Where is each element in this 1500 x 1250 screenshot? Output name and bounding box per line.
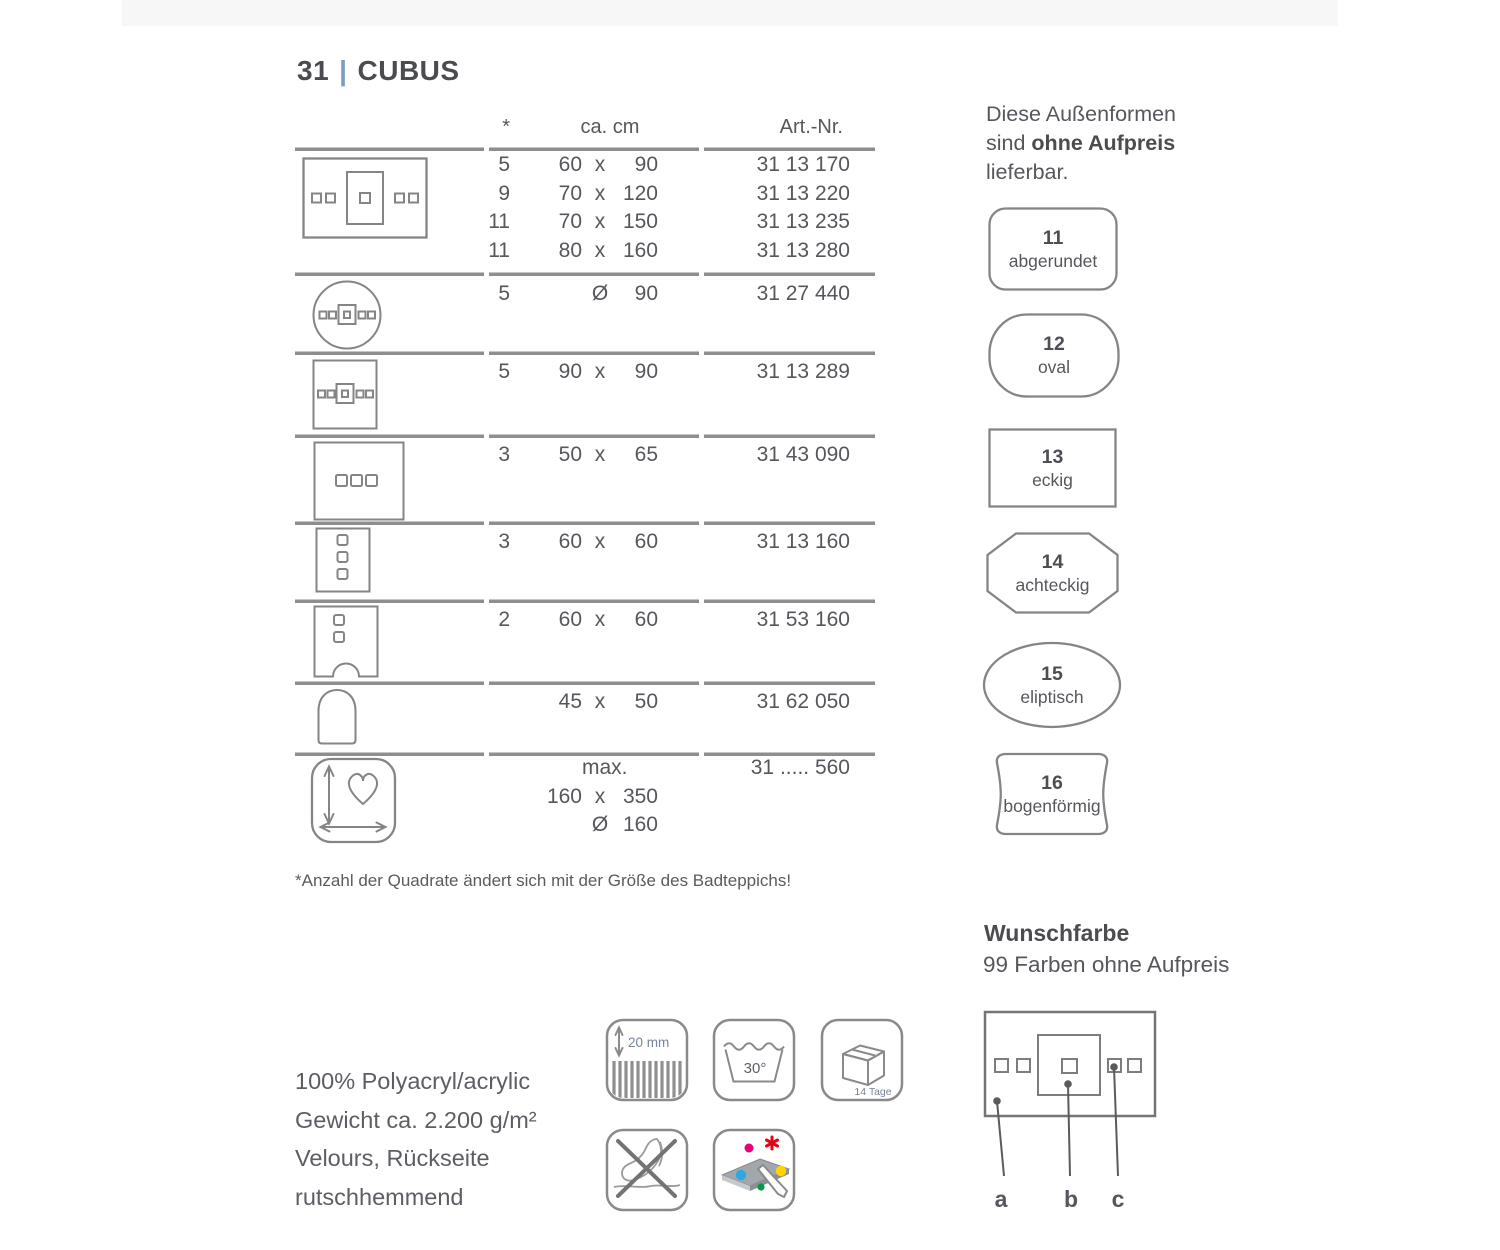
size-w (520, 812, 582, 841)
size-sep: x (594, 153, 606, 176)
shape-label: eliptisch (1020, 686, 1084, 707)
size-w (520, 281, 582, 310)
material-line: rutschhemmend (295, 1183, 464, 1210)
table-header (295, 116, 875, 139)
size-h: 120 (622, 181, 658, 205)
size-h: 160 (622, 238, 658, 262)
material-line: Velours, Rückseite (295, 1145, 490, 1171)
intro-line2: sind (986, 131, 1032, 155)
shape-number: 13 (1041, 445, 1064, 468)
count-value: 5 (498, 153, 510, 176)
size-w: 60 (558, 530, 582, 553)
count-value: 11 (488, 210, 510, 233)
delivery-time-icon (820, 1018, 904, 1107)
art-number (658, 812, 875, 841)
shape-number: 12 (1043, 333, 1065, 355)
size-sep: x (594, 530, 606, 553)
shape-option-achteckig (986, 532, 1119, 614)
shape-label: abgerundet (1008, 250, 1098, 271)
table-rule (295, 599, 875, 603)
shape-option-oval (988, 313, 1120, 398)
zone-label-a: a (994, 1186, 1008, 1212)
size-h: 150 (622, 210, 658, 233)
pile-height-label: 20 mm (628, 1035, 670, 1050)
count-value (295, 784, 510, 813)
table-group (295, 529, 875, 558)
shape-number: 14 (1041, 550, 1064, 573)
size-h: 90 (634, 153, 658, 176)
color-zones-diagram (975, 1004, 1195, 1224)
count-value: 3 (498, 443, 510, 466)
table-rule (295, 272, 875, 276)
art-number: 31 27 440 (756, 282, 850, 305)
wash-temp-label: 30° (743, 1060, 767, 1077)
col-header-count: * (502, 116, 510, 138)
table-group (295, 281, 875, 310)
material-line: Gewicht ca. 2.200 g/m² (295, 1106, 537, 1133)
size-w: 70 (558, 181, 582, 205)
count-value: 9 (498, 181, 510, 205)
table-group (295, 607, 875, 636)
size-sep: max. (582, 756, 628, 779)
size-h: 350 (622, 784, 658, 808)
size-w: 45 (558, 690, 582, 713)
art-number: 31 13 235 (756, 210, 850, 233)
table-row (295, 689, 875, 718)
count-value: 5 (498, 360, 510, 383)
count-value: 2 (498, 608, 510, 631)
size-sep: x (594, 360, 606, 383)
art-number: 31 ..... 560 (750, 756, 850, 779)
size-sep: Ø (591, 813, 609, 836)
size-w: 50 (558, 443, 582, 466)
table-group (295, 755, 875, 841)
size-h: 65 (634, 443, 658, 466)
shape-label: oval (1037, 357, 1071, 377)
table-row (295, 209, 875, 238)
size-w: 90 (558, 360, 582, 383)
table-group (295, 359, 875, 388)
product-name: CUBUS (357, 55, 460, 86)
shape-option-abgerundet (988, 207, 1118, 291)
shape-label: eckig (1032, 469, 1073, 490)
table-rule (295, 681, 875, 685)
delivery-time-label: 14 Tage (854, 1086, 892, 1098)
table-row (295, 152, 875, 181)
table-row (295, 238, 875, 267)
intro-line3: lieferbar. (986, 160, 1069, 184)
size-sep: x (594, 784, 606, 808)
intro-line1: Diese Außenformen (986, 102, 1177, 126)
art-number: 31 43 090 (756, 443, 850, 466)
color-choice-icon (712, 1128, 796, 1217)
count-value: 3 (498, 530, 510, 553)
table-row (295, 281, 875, 310)
table-row (295, 442, 875, 471)
table-group (295, 442, 875, 471)
table-row (295, 784, 875, 813)
col-header-size: ca. cm (580, 116, 640, 138)
size-sep: x (594, 690, 606, 713)
shape-number: 11 (1042, 226, 1064, 249)
wunschfarbe-subtitle: 99 Farben ohne Aufpreis (983, 952, 1230, 977)
size-h: 90 (634, 360, 658, 383)
size-h: 160 (622, 813, 658, 836)
col-header-art: Art.-Nr. (779, 116, 843, 138)
wash-30-icon (712, 1018, 796, 1107)
size-h: 60 (634, 608, 658, 631)
table-row (295, 812, 875, 841)
size-h: 50 (634, 690, 658, 713)
material-line: 100% Polyacryl/acrylic (295, 1068, 531, 1094)
material-description (295, 1062, 537, 1216)
art-number (658, 784, 875, 813)
size-w (520, 755, 582, 784)
count-value: 11 (488, 238, 510, 262)
size-w: 80 (558, 238, 582, 262)
pile-height-icon (605, 1018, 689, 1107)
size-h (618, 755, 658, 784)
size-h: 60 (634, 530, 658, 553)
table-row (295, 607, 875, 636)
shape-option-eckig (988, 428, 1117, 508)
shape-label: bogenförmig (1003, 795, 1101, 816)
art-number: 31 13 170 (756, 153, 850, 176)
shape-option-eliptisch (982, 641, 1122, 729)
size-sep: x (594, 210, 606, 233)
size-sep: x (594, 181, 606, 205)
table-row (295, 529, 875, 558)
table-rule (295, 434, 875, 438)
zone-label-b: b (1063, 1186, 1079, 1212)
size-h: 90 (634, 282, 658, 305)
art-number: 31 13 220 (756, 181, 850, 205)
intro-line2-bold: ohne Aufpreis (1031, 131, 1176, 155)
table-footnote: *Anzahl der Quadrate ändert sich mit der Größe des Badteppichs! (295, 871, 792, 890)
art-number: 31 53 160 (756, 608, 850, 631)
zone-label-c: c (1111, 1186, 1125, 1212)
size-w: 160 (546, 784, 582, 808)
shape-number: 16 (1041, 771, 1063, 794)
art-number: 31 13 289 (756, 360, 850, 383)
count-value (295, 689, 510, 718)
wunschfarbe-title: Wunschfarbe (984, 920, 1130, 946)
size-w: 60 (558, 153, 582, 176)
table-group (295, 689, 875, 718)
top-bar (122, 0, 1338, 26)
count-value (295, 755, 510, 784)
table-rule (295, 147, 875, 151)
section-number: 31 (297, 55, 330, 86)
size-sep: x (594, 608, 606, 631)
shape-number: 15 (1041, 662, 1063, 685)
table-rule (295, 351, 875, 355)
size-sep: Ø (591, 282, 609, 305)
table-row (295, 755, 875, 784)
table-rule (295, 521, 875, 525)
art-number: 31 13 280 (756, 238, 850, 262)
no-bare-foot-icon (605, 1128, 689, 1217)
size-sep: x (594, 443, 606, 466)
page-title (297, 55, 460, 87)
table-group (295, 152, 875, 266)
shape-option-bogenfoermig (982, 751, 1122, 837)
count-value (295, 812, 510, 841)
size-sep: x (594, 238, 606, 262)
shape-label: achteckig (1015, 574, 1090, 595)
count-value: 5 (498, 282, 510, 305)
title-separator: | (339, 55, 348, 86)
table-row (295, 359, 875, 388)
art-number: 31 62 050 (756, 690, 850, 713)
art-number: 31 13 160 (756, 530, 850, 553)
shapes-intro-text (986, 100, 1176, 187)
size-w: 60 (558, 608, 582, 631)
table-row (295, 181, 875, 210)
size-w: 70 (558, 210, 582, 233)
